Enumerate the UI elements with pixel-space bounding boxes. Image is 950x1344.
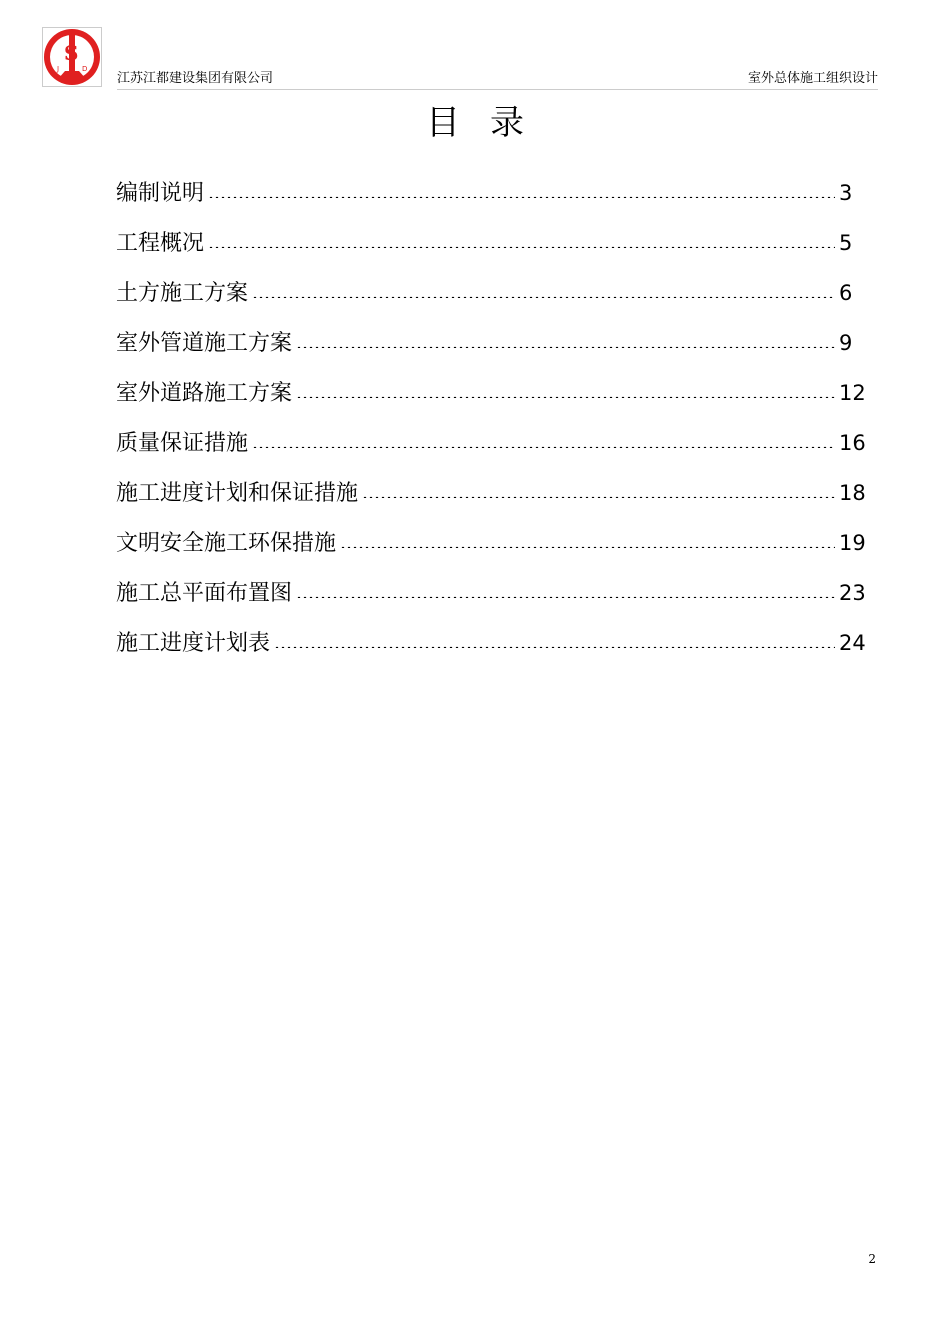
toc-entry-label: 文明安全施工环保措施 [116, 531, 337, 556]
toc-entry[interactable] [116, 525, 869, 575]
toc-entry-label: 工程概况 [116, 231, 205, 256]
toc-dot-leader [208, 246, 835, 248]
page-number: 2 [868, 1252, 876, 1266]
toc-dot-leader [252, 446, 835, 448]
toc-entry-label: 施工进度计划表 [116, 631, 271, 656]
toc-entry-page: 5 [839, 231, 853, 255]
page-header [42, 27, 878, 89]
document-title: 室外总体施工组织设计 [747, 71, 878, 86]
toc-entry-page: 12 [839, 381, 866, 405]
toc-entry-label: 土方施工方案 [116, 281, 249, 306]
toc-dot-leader [296, 346, 835, 348]
toc-entry-page: 3 [839, 181, 853, 205]
toc-entry-label: 室外道路施工方案 [116, 381, 293, 406]
logo-letter-s: S [64, 41, 79, 65]
toc-entry-page: 16 [839, 431, 866, 455]
toc-entry[interactable] [116, 425, 869, 475]
toc-dot-leader [296, 596, 835, 598]
toc-entry-page: 6 [839, 281, 853, 305]
toc-dot-leader [362, 496, 835, 498]
toc-entry-label: 室外管道施工方案 [116, 331, 293, 356]
toc-dot-leader [340, 546, 835, 548]
toc-entry[interactable] [116, 275, 869, 325]
toc-entry[interactable] [116, 575, 869, 625]
toc-entry-label: 质量保证措施 [116, 431, 249, 456]
toc-entry[interactable] [116, 225, 869, 275]
company-name: 江苏江都建设集团有限公司 [117, 71, 274, 86]
company-logo-icon [42, 27, 102, 87]
toc-entry-page: 9 [839, 331, 853, 355]
toc-dot-leader [252, 296, 835, 298]
toc-entry[interactable] [116, 325, 869, 375]
toc-entry-page: 19 [839, 531, 866, 555]
toc-entry-label: 施工进度计划和保证措施 [116, 481, 359, 506]
toc-entry-page: 24 [839, 631, 866, 655]
header-divider [117, 89, 878, 90]
toc-heading: 目录 [426, 103, 554, 143]
toc-entry[interactable] [116, 625, 869, 675]
toc-entry-page: 23 [839, 581, 866, 605]
toc-entry[interactable] [116, 375, 869, 425]
toc-dot-leader [296, 396, 835, 398]
table-of-contents [116, 175, 869, 675]
toc-entry-page: 18 [839, 481, 866, 505]
toc-dot-leader [208, 196, 835, 198]
logo-letter-j: J [57, 65, 60, 73]
toc-dot-leader [274, 646, 835, 648]
toc-entry[interactable] [116, 475, 869, 525]
toc-entry-label: 施工总平面布置图 [116, 581, 293, 606]
toc-entry[interactable] [116, 175, 869, 225]
logo-letter-d: D [82, 65, 88, 73]
toc-entry-label: 编制说明 [116, 181, 205, 206]
